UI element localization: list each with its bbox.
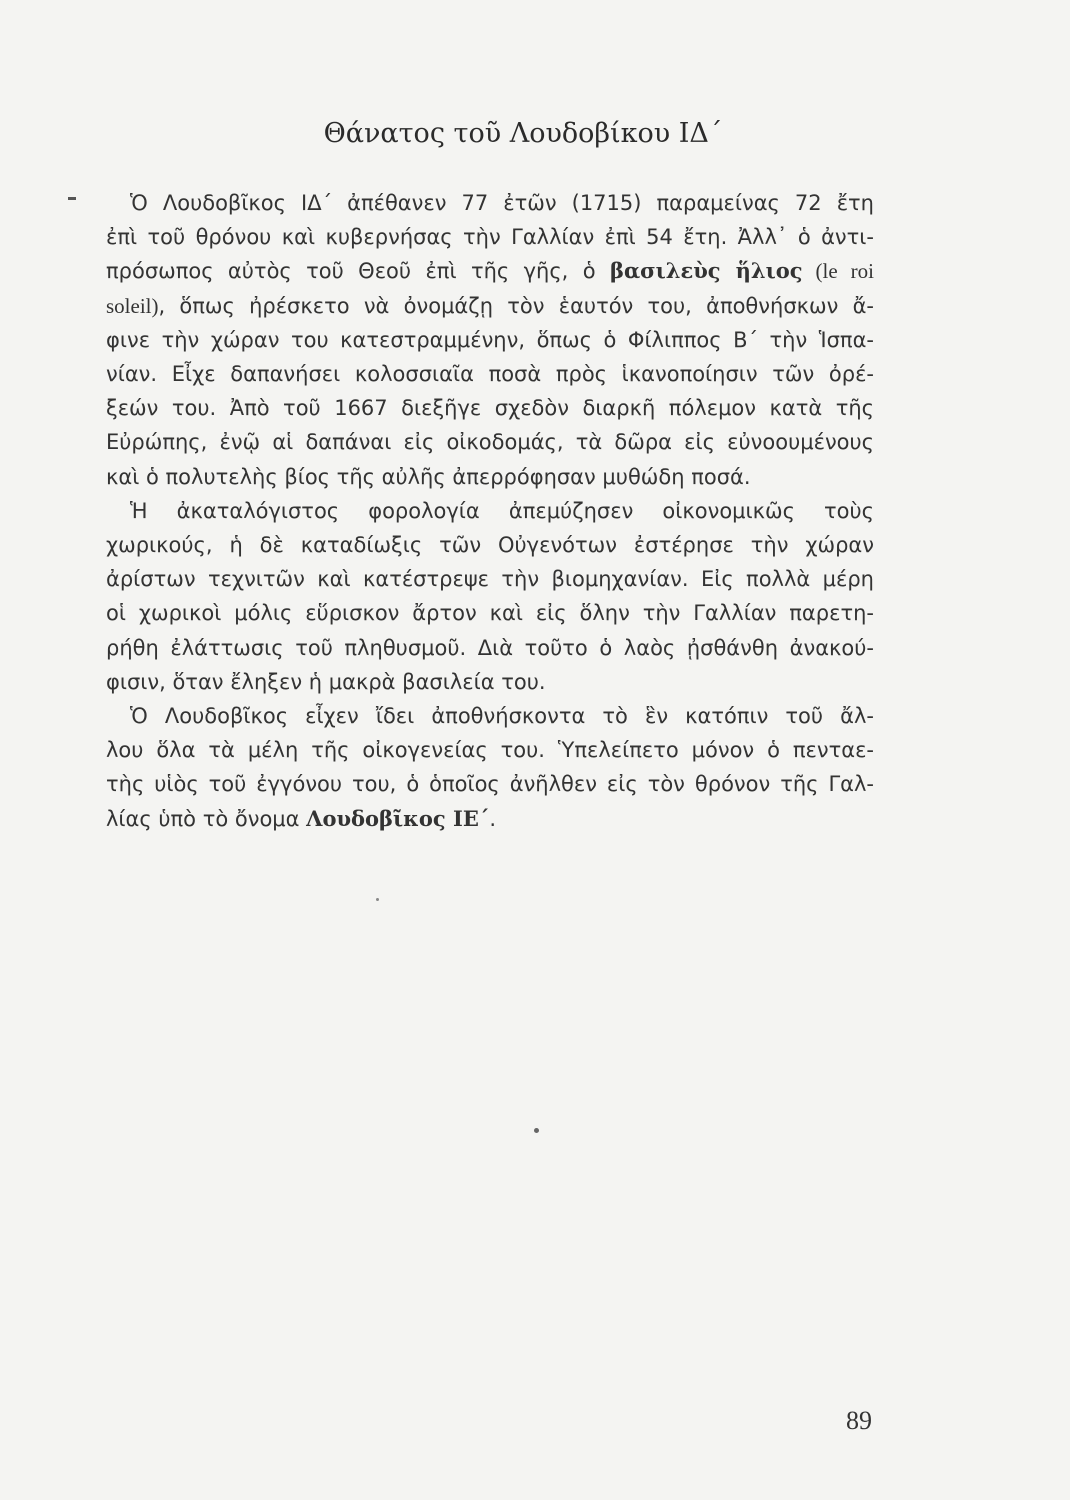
term-louis-xv: Λουδοβῖκος ΙΕ΄ [306, 805, 490, 831]
text-line: χωρικούς, ἡ δὲ καταδίωξις τῶν Οὐγενότων ἐστέρησε τὴν χώραν [106, 533, 874, 558]
paragraph-1 [82, 186, 874, 494]
text-line: νίαν. Εἶχε δαπανήσει κολοσσιαῖα ποσὰ πρὸς ἱκανοποίησιν τῶν ὀρέ- [106, 362, 874, 387]
margin-mark [68, 197, 76, 200]
text-line: τὴς υἱὸς τοῦ ἐγγόνου του, ὁ ὁποῖος ἀνῆλθεν εἰς τὸν θρόνον τῆς Γαλ- [106, 772, 874, 797]
text-line: οἱ χωρικοὶ μόλις εὕρισκον ἄρτον καὶ εἰς ὅλην τὴν Γαλλίαν παρετη- [106, 601, 874, 626]
speck-mark [376, 898, 379, 901]
paragraph-2 [82, 494, 874, 699]
text-line: φινε τὴν χώραν του κατεστραμμένην, ὅπως ὁ Φίλιππος Β΄ τὴν Ἱσπα- [106, 327, 874, 352]
text-line: λου ὅλα τὰ μέλη τῆς οἰκογενείας του. Ὑπελείπετο μόνον ὁ πενταε- [106, 738, 874, 763]
text-line: ἀρίστων τεχνιτῶν καὶ κατέστρεψε τὴν βιομηχανίαν. Εἰς πολλὰ μέρη [106, 567, 874, 592]
page-number: 89 [846, 1406, 872, 1435]
text-line: Ὁ Λουδοβῖκος ΙΔ΄ ἀπέθανεν 77 ἐτῶν (1715) παραμείνας 72 ἔτη [130, 191, 874, 215]
text-line: λίας ὑπὸ τὸ ὄνομα Λουδοβῖκος ΙΕ΄. [106, 805, 497, 831]
text-line: Ἡ ἀκαταλόγιστος φορολογία ἀπεμύζησεν οἰκονομικῶς τοὺς [130, 498, 874, 523]
text-line: φισιν, ὅταν ἔληξεν ἡ μακρὰ βασιλεία του. [106, 669, 546, 694]
body-text [82, 186, 874, 836]
text-line: πρόσωπος αὐτὸς τοῦ Θεοῦ ἐπὶ τῆς γῆς, ὁ βασιλεὺς ἥλιος (le roi [106, 258, 874, 284]
text-line: soleil), ὅπως ἠρέσκετο νὰ ὀνομάζῃ τὸν ἑαυτόν του, ἀποθνήσκων ἄ- [106, 293, 874, 318]
text-line: ρήθη ἐλάττωσις τοῦ πληθυσμοῦ. Διὰ τοῦτο ὁ λαὸς ᾐσθάνθη ἀνακού- [106, 635, 874, 660]
text-line: Εὐρώπης, ἐνῷ αἱ δαπάναι εἰς οἰκοδομάς, τὰ δῶρα εἰς εὐνοουμένους [106, 430, 874, 455]
text-line: καὶ ὁ πολυτελὴς βίος τῆς αὐλῆς ἀπερρόφησαν μυθώδη ποσά. [106, 464, 751, 489]
text-line: ξεών του. Ἀπὸ τοῦ 1667 διεξῆγε σχεδὸν διαρκῆ πόλεμον κατὰ τῆς [106, 396, 874, 421]
chapter-title: Θάνατος τοῦ Λουδοβίκου ΙΔ΄ [323, 118, 723, 149]
text-line: Ὁ Λουδοβῖκος εἶχεν ἴδει ἀποθνήσκοντα τὸ ἓν κατόπιν τοῦ ἄλ- [130, 704, 874, 729]
speck-mark [534, 1128, 539, 1133]
text-line: ἐπὶ τοῦ θρόνου καὶ κυβερνήσας τὴν Γαλλίαν ἐπὶ 54 ἔτη. Ἀλλ᾽ ὁ ἀντι- [106, 225, 874, 250]
paragraph-3 [82, 699, 874, 836]
term-sun-king: βασιλεὺς ἥλιος [610, 258, 803, 284]
